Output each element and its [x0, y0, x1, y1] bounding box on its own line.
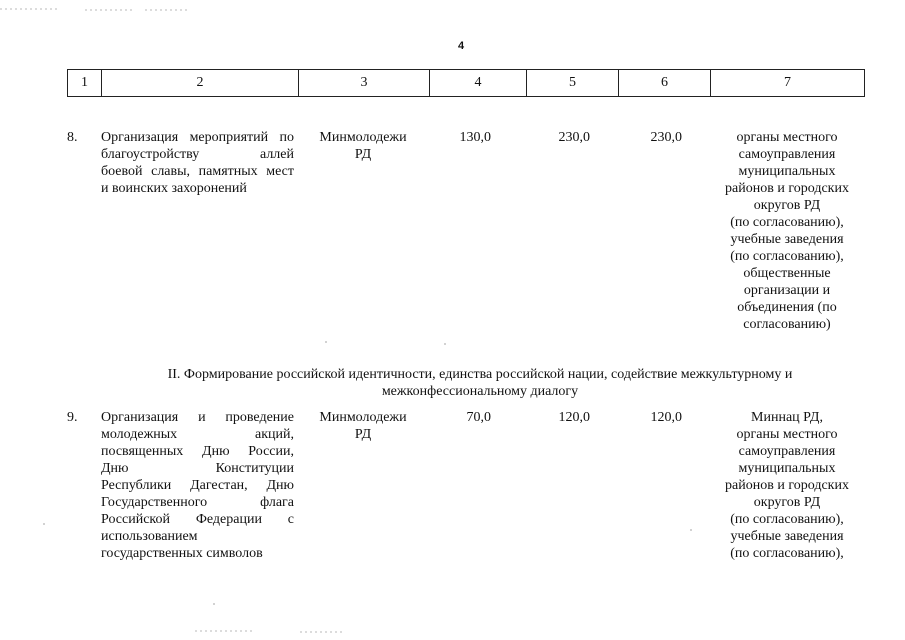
row-8-description-line: благоустройству аллей [101, 147, 294, 162]
column-header-row [68, 70, 865, 97]
row-8-partners-line: муниципальных [738, 164, 836, 179]
page-number: 4 [457, 40, 465, 52]
row-8-partners-line: учебные заведения [730, 232, 844, 247]
row-9-description-line: государственных символов [101, 546, 263, 561]
row-9-description-line: Государственного флага [101, 495, 294, 510]
column-header-2: 2 [102, 70, 299, 97]
row-8-description-line: боевой славы, памятных мест [101, 164, 294, 179]
row-8-partners-line: самоуправления [738, 147, 836, 162]
row-9-partners-line: округов РД [753, 495, 821, 510]
row-9-partners-line: учебные заведения [730, 529, 844, 544]
row-8-partners-line: (по согласованию), [730, 249, 844, 264]
row-8-partners-line: органы местного [736, 130, 838, 145]
row-8-partners-line: организации и [743, 283, 831, 298]
column-header-3: 3 [299, 70, 430, 97]
row-9-partners-line: (по согласованию), [730, 546, 844, 561]
row-9-description-line: Дню Конституции [101, 461, 294, 476]
row-9-description-line: Республики Дагестан, Дню [101, 478, 294, 493]
row-8-partners-line: объединения (по [737, 300, 837, 315]
column-header-4: 4 [430, 70, 527, 97]
row-9-value-col4: 70,0 [466, 410, 491, 425]
column-header-7: 7 [711, 70, 865, 97]
row-8-partners [708, 129, 866, 333]
row-9-agency-line: Минмолодежи [319, 410, 407, 425]
row-8-partners-line: (по согласованию), [730, 215, 844, 230]
row-8-value-col4: 130,0 [459, 130, 491, 145]
row-9-partners-line: муниципальных [738, 461, 836, 476]
row-9-partners-line: самоуправления [738, 444, 836, 459]
row-9-description-line: Организация и проведение [101, 410, 294, 425]
row-8-partners-line: согласованию) [743, 317, 831, 332]
row-9-description [101, 409, 294, 562]
row-9-description-line: использованием [101, 529, 198, 544]
row-9-partners-line: районов и городских [725, 478, 849, 493]
row-9-partners-line: органы местного [736, 427, 838, 442]
row-8-value-col5: 230,0 [558, 130, 590, 145]
row-9-partners-line: Миннац РД, [751, 410, 823, 425]
row-9-description-line: молодежных акций, [101, 427, 294, 442]
row-8-partners-line: округов РД [753, 198, 821, 213]
column-header-table [67, 69, 865, 97]
section-heading-line: межконфессиональному диалогу [381, 384, 579, 399]
section-heading [100, 366, 860, 400]
row-8-agency-line: Минмолодежи [319, 130, 407, 145]
row-9-agency [310, 409, 416, 443]
row-8-partners-line: районов и городских [725, 181, 849, 196]
row-8-description-line: Организация мероприятий по [101, 130, 294, 145]
row-9-agency-line: РД [354, 427, 372, 442]
row-8-description-line: и воинских захоронений [101, 181, 247, 196]
row-8-partners-line: общественные [743, 266, 831, 281]
row-9-description-line: посвященных Дню России, [101, 444, 294, 459]
row-8-agency-line: РД [354, 147, 372, 162]
row-8-description [101, 129, 294, 197]
row-9-number: 9. [67, 410, 78, 425]
row-9-description-line: Российской Федерации с [101, 512, 294, 527]
row-8-number: 8. [67, 130, 78, 145]
row-9-partners [708, 409, 866, 562]
row-9-partners-line: (по согласованию), [730, 512, 844, 527]
row-9-value-col6: 120,0 [650, 410, 682, 425]
row-8-agency [310, 129, 416, 163]
column-header-1: 1 [68, 70, 102, 97]
row-8-value-col6: 230,0 [650, 130, 682, 145]
row-9-value-col5: 120,0 [558, 410, 590, 425]
section-heading-line: II. Формирование российской идентичности, единства российской нации, содействие межкультурному и [167, 367, 793, 382]
column-header-5: 5 [527, 70, 619, 97]
column-header-6: 6 [619, 70, 711, 97]
